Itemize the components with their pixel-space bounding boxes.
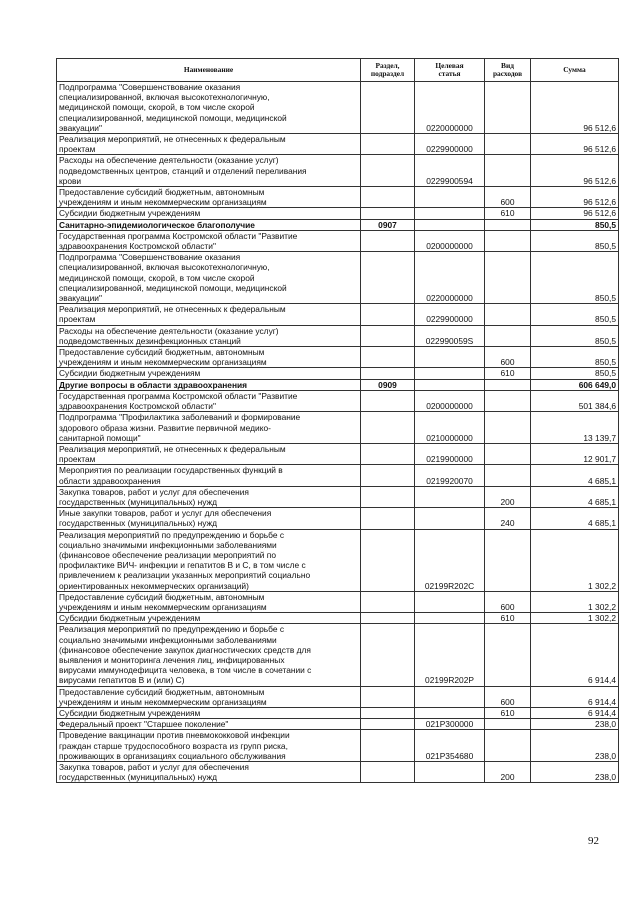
row-kind-cell: 610 (485, 613, 531, 624)
row-name-cell: Субсидии бюджетным учреждениям (57, 613, 361, 624)
row-name-cell: Закупка товаров, работ и услуг для обеспечения государственных (муниципальных) нужд (57, 486, 361, 507)
row-target-cell (415, 379, 485, 390)
row-target-cell: 021P354680 (415, 730, 485, 762)
row-name-cell: Закупка товаров, работ и услуг для обеспечения государственных (муниципальных) нужд (57, 762, 361, 783)
row-name-cell: Федеральный проект "Старшее поколение" (57, 719, 361, 730)
row-section-cell (361, 465, 415, 486)
row-section-cell (361, 508, 415, 529)
row-target-cell (415, 613, 485, 624)
row-kind-cell: 610 (485, 208, 531, 219)
row-kind-cell (485, 134, 531, 155)
table-row (57, 624, 619, 686)
row-name-cell: Расходы на обеспечение деятельности (оказание услуг) подведомственных дезинфекционных станций (57, 325, 361, 346)
row-section-cell (361, 187, 415, 208)
row-sum-cell: 850,5 (531, 230, 619, 251)
row-target-cell: 021P300000 (415, 719, 485, 730)
table-row (57, 252, 619, 304)
row-kind-cell: 600 (485, 347, 531, 368)
table-row (57, 443, 619, 464)
table-body (57, 82, 619, 783)
row-sum-cell: 96 512,6 (531, 82, 619, 134)
table-row (57, 368, 619, 379)
table-row (57, 134, 619, 155)
row-name-cell: Реализация мероприятий, не отнесенных к федеральным проектам (57, 443, 361, 464)
row-sum-cell: 238,0 (531, 762, 619, 783)
row-sum-cell: 1 302,2 (531, 529, 619, 591)
row-name-cell: Реализация мероприятий по предупреждению и борьбе с социально значимыми инфекционными заболеваниями (финансовое обеспечение реализации мероприятий по профилактике ВИЧ- инфекции и гепатитов В и С, в том числе с привлечением к реализации указанных мероприятий социально ориентированных некоммерческих организаций) (57, 529, 361, 591)
row-kind-cell (485, 219, 531, 230)
row-sum-cell: 4 685,1 (531, 508, 619, 529)
row-section-cell (361, 155, 415, 187)
row-section-cell (361, 624, 415, 686)
row-target-cell: 0229900594 (415, 155, 485, 187)
budget-table (56, 58, 619, 783)
row-name-cell: Другие вопросы в области здравоохранения (57, 379, 361, 390)
header-target: Целевая статья (415, 59, 485, 82)
row-target-cell: 0220000000 (415, 82, 485, 134)
row-target-cell: 0229900000 (415, 304, 485, 325)
row-sum-cell: 238,0 (531, 719, 619, 730)
header-name: Наименование (57, 59, 361, 82)
row-kind-cell: 600 (485, 686, 531, 707)
row-section-cell (361, 82, 415, 134)
row-sum-cell: 96 512,6 (531, 187, 619, 208)
row-kind-cell (485, 230, 531, 251)
row-sum-cell: 96 512,6 (531, 134, 619, 155)
table-row (57, 613, 619, 624)
row-target-cell: 02199R202P (415, 624, 485, 686)
row-target-cell: 0220000000 (415, 252, 485, 304)
table-row (57, 379, 619, 390)
row-section-cell (361, 230, 415, 251)
row-kind-cell: 240 (485, 508, 531, 529)
row-sum-cell: 501 384,6 (531, 390, 619, 411)
row-target-cell (415, 591, 485, 612)
row-target-cell: 0219920070 (415, 465, 485, 486)
table-row (57, 591, 619, 612)
table-row (57, 486, 619, 507)
row-sum-cell: 1 302,2 (531, 613, 619, 624)
row-sum-cell: 12 901,7 (531, 443, 619, 464)
row-section-cell (361, 486, 415, 507)
row-target-cell (415, 208, 485, 219)
row-section-cell (361, 591, 415, 612)
row-kind-cell: 600 (485, 591, 531, 612)
table-row (57, 686, 619, 707)
row-name-cell: Государственная программа Костромской области "Развитие здравоохранения Костромской области" (57, 390, 361, 411)
table-row (57, 390, 619, 411)
row-kind-cell (485, 412, 531, 444)
row-sum-cell: 1 302,2 (531, 591, 619, 612)
table-row (57, 707, 619, 718)
row-section-cell (361, 252, 415, 304)
row-section-cell (361, 686, 415, 707)
row-name-cell: Субсидии бюджетным учреждениям (57, 707, 361, 718)
row-target-cell: 0219900000 (415, 443, 485, 464)
row-sum-cell: 850,5 (531, 325, 619, 346)
page-number: 92 (588, 835, 599, 847)
table-row (57, 304, 619, 325)
row-kind-cell (485, 252, 531, 304)
row-section-cell (361, 443, 415, 464)
row-sum-cell: 6 914,4 (531, 707, 619, 718)
row-name-cell: Государственная программа Костромской области "Развитие здравоохранения Костромской области" (57, 230, 361, 251)
row-kind-cell: 600 (485, 187, 531, 208)
row-sum-cell: 4 685,1 (531, 486, 619, 507)
row-name-cell: Иные закупки товаров, работ и услуг для обеспечения государственных (муниципальных) нужд (57, 508, 361, 529)
table-row (57, 762, 619, 783)
row-name-cell: Субсидии бюджетным учреждениям (57, 368, 361, 379)
table-row (57, 155, 619, 187)
row-name-cell: Подпрограмма "Профилактика заболеваний и формирование здорового образа жизни. Развитие первичной медико- санитарной помощи" (57, 412, 361, 444)
row-section-cell (361, 412, 415, 444)
row-name-cell: Предоставление субсидий бюджетным, автономным учреждениям и иным некоммерческим организациям (57, 187, 361, 208)
row-kind-cell (485, 82, 531, 134)
row-sum-cell: 850,5 (531, 219, 619, 230)
row-sum-cell: 850,5 (531, 368, 619, 379)
row-kind-cell (485, 325, 531, 346)
row-target-cell: 0210000000 (415, 412, 485, 444)
row-section-cell (361, 368, 415, 379)
row-target-cell (415, 347, 485, 368)
row-section-cell (361, 762, 415, 783)
row-name-cell: Реализация мероприятий по предупреждению и борьбе с социально значимыми инфекционными заболеваниями (финансовое обеспечение закупок диагностических средств для выявления и мониторинга лечения лиц, инфицированных вирусами иммунодефицита человека, в том числе в сочетании с вирусами гепатитов В и (или) С) (57, 624, 361, 686)
row-sum-cell: 850,5 (531, 252, 619, 304)
row-section-cell (361, 390, 415, 411)
row-target-cell (415, 508, 485, 529)
table-row (57, 208, 619, 219)
row-target-cell (415, 707, 485, 718)
row-kind-cell (485, 465, 531, 486)
row-section-cell (361, 707, 415, 718)
row-section-cell (361, 719, 415, 730)
row-name-cell: Проведение вакцинации против пневмококковой инфекции граждан старше трудоспособного возраста из групп риска, проживающих в организациях социального обслуживания (57, 730, 361, 762)
row-kind-cell (485, 443, 531, 464)
table-row (57, 508, 619, 529)
row-target-cell: 022990059S (415, 325, 485, 346)
row-section-cell: 0907 (361, 219, 415, 230)
row-target-cell (415, 368, 485, 379)
row-kind-cell: 610 (485, 707, 531, 718)
header-section: Раздел, подраздел (361, 59, 415, 82)
row-sum-cell: 238,0 (531, 730, 619, 762)
row-kind-cell (485, 529, 531, 591)
row-kind-cell: 610 (485, 368, 531, 379)
table-row (57, 529, 619, 591)
row-section-cell (361, 529, 415, 591)
row-section-cell (361, 325, 415, 346)
row-section-cell (361, 134, 415, 155)
table-row (57, 219, 619, 230)
row-kind-cell (485, 719, 531, 730)
table-row (57, 187, 619, 208)
row-kind-cell (485, 155, 531, 187)
row-name-cell: Предоставление субсидий бюджетным, автономным учреждениям и иным некоммерческим организациям (57, 686, 361, 707)
table-header (57, 59, 619, 82)
row-target-cell (415, 219, 485, 230)
row-name-cell: Предоставление субсидий бюджетным, автономным учреждениям и иным некоммерческим организациям (57, 347, 361, 368)
row-target-cell (415, 187, 485, 208)
row-sum-cell: 850,5 (531, 304, 619, 325)
row-kind-cell (485, 379, 531, 390)
row-kind-cell (485, 730, 531, 762)
row-kind-cell: 200 (485, 762, 531, 783)
header-sum: Сумма (531, 59, 619, 82)
table-row (57, 347, 619, 368)
header-kind: Вид расходов (485, 59, 531, 82)
row-target-cell: 02199R202C (415, 529, 485, 591)
row-name-cell: Предоставление субсидий бюджетным, автономным учреждениям и иным некоммерческим организациям (57, 591, 361, 612)
row-name-cell: Расходы на обеспечение деятельности (оказание услуг) подведомственных центров, станций и отделений переливания крови (57, 155, 361, 187)
table-row (57, 719, 619, 730)
row-kind-cell (485, 304, 531, 325)
table-row (57, 730, 619, 762)
row-section-cell (361, 730, 415, 762)
budget-table-container (56, 58, 618, 783)
row-target-cell: 0229900000 (415, 134, 485, 155)
row-sum-cell: 6 914,4 (531, 686, 619, 707)
row-target-cell (415, 486, 485, 507)
table-row (57, 412, 619, 444)
row-name-cell: Субсидии бюджетным учреждениям (57, 208, 361, 219)
row-sum-cell: 96 512,6 (531, 208, 619, 219)
row-name-cell: Реализация мероприятий, не отнесенных к федеральным проектам (57, 134, 361, 155)
row-section-cell (361, 613, 415, 624)
row-sum-cell: 850,5 (531, 347, 619, 368)
row-sum-cell: 606 649,0 (531, 379, 619, 390)
row-section-cell (361, 304, 415, 325)
row-kind-cell (485, 390, 531, 411)
row-name-cell: Реализация мероприятий, не отнесенных к федеральным проектам (57, 304, 361, 325)
row-target-cell (415, 762, 485, 783)
row-target-cell: 0200000000 (415, 230, 485, 251)
row-section-cell (361, 347, 415, 368)
row-sum-cell: 6 914,4 (531, 624, 619, 686)
row-target-cell (415, 686, 485, 707)
row-sum-cell: 96 512,6 (531, 155, 619, 187)
table-row (57, 82, 619, 134)
row-section-cell: 0909 (361, 379, 415, 390)
table-row (57, 465, 619, 486)
row-name-cell: Мероприятия по реализации государственных функций в области здравоохранения (57, 465, 361, 486)
row-name-cell: Санитарно-эпидемиологическое благополучие (57, 219, 361, 230)
row-target-cell: 0200000000 (415, 390, 485, 411)
row-name-cell: Подпрограмма "Совершенствование оказания специализированной, включая высокотехнологичную, медицинской помощи, скорой, в том числе скорой специализированной, медицинской помощи, медицинской эвакуации" (57, 252, 361, 304)
row-sum-cell: 13 139,7 (531, 412, 619, 444)
table-row (57, 325, 619, 346)
table-row (57, 230, 619, 251)
row-section-cell (361, 208, 415, 219)
row-name-cell: Подпрограмма "Совершенствование оказания специализированной, включая высокотехнологичную, медицинской помощи, скорой, в том числе скорой специализированной, медицинской помощи, медицинской эвакуации" (57, 82, 361, 134)
row-kind-cell: 200 (485, 486, 531, 507)
row-sum-cell: 4 685,1 (531, 465, 619, 486)
row-kind-cell (485, 624, 531, 686)
